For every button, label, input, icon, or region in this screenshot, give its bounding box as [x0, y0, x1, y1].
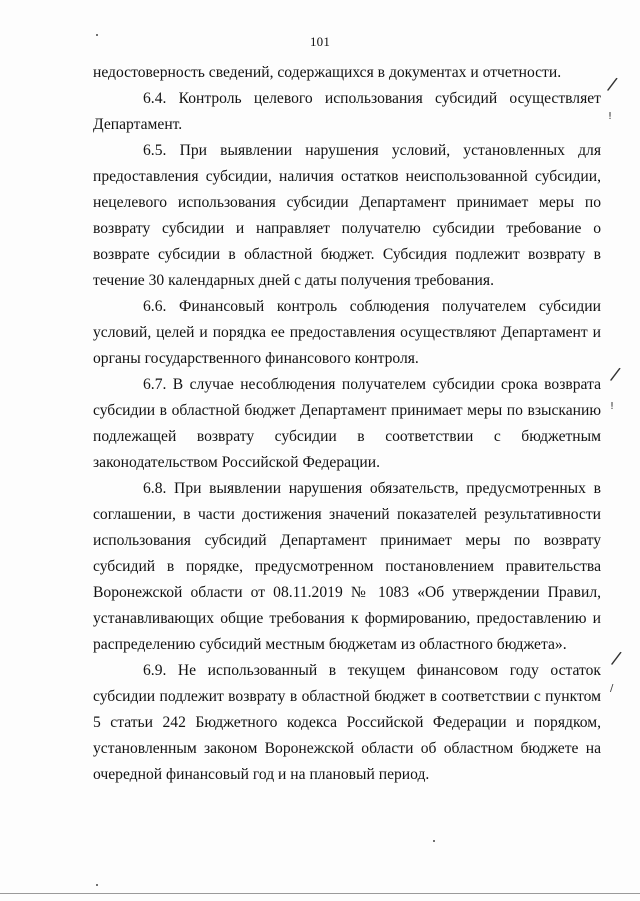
paragraph-6-9: 6.9. Не использованный в текущем финансовом году остаток субсидии подлежит возврату в областной бюджет в соответствии с пунктом 5 статьи 242 Бюджетного кодекса Российской Федерации и порядком, установленным законом Воронежской области об областном бюджете на очередной финансовый год и на плановый период.: [93, 662, 601, 783]
margin-slash-mark: /: [608, 363, 622, 386]
scan-speck: [96, 884, 98, 886]
paragraph-continuation: недостоверность сведений, содержащихся в документах и отчетности.: [93, 64, 562, 81]
paragraph-6-7: 6.7. В случае несоблюдения получателем субсидии срока возврата субсидии в областной бюджет Департамент принимает меры по взысканию подлежащей возврату субсидии в соответствии с бюджетным законодательством Российской Федерации.: [93, 376, 601, 471]
margin-slash-mark: /: [605, 73, 619, 96]
paragraph-6-6: 6.6. Финансовый контроль соблюдения получателем субсидии условий, целей и порядка ее предоставления осуществляют Департамент и органы государственного финансового контроля.: [93, 298, 601, 367]
page-number: 101: [309, 34, 331, 49]
paragraph-6-4: 6.4. Контроль целевого использования субсидий осуществляет Департамент.: [93, 90, 601, 133]
margin-tick-mark: !: [608, 111, 613, 122]
margin-slash-mark: /: [609, 647, 623, 670]
scan-speck: [433, 840, 435, 842]
margin-tick-mark: /: [610, 683, 614, 694]
paragraph-6-5: 6.5. При выявлении нарушения условий, установленных для предоставления субсидии, наличия остатков неиспользованной субсидии, нецелевого использования субсидии Департамент принимает меры по возврату субсидии и направляет получателю субсидии требование о возврате субсидии в областной бюджет. Субсидия подлежит возврату в течение 30 календарных дней с даты получения требования.: [93, 142, 601, 289]
margin-tick-mark: !: [610, 401, 615, 412]
paragraph-6-8: 6.8. При выявлении нарушения обязательств, предусмотренных в соглашении, в части достижения значений показателей результативности использования субсидий Департамент принимает меры по возврату субсидий в порядке, предусмотренном постановлением правительства Воронежской области от 08.11.2019 № 1083 «Об утверждении Правил, устанавливающих общие требования к формированию, предоставлению и распределению субсидий местным бюджетам из областного бюджета».: [93, 480, 601, 653]
document-body: [93, 60, 601, 788]
scan-bottom-edge: [0, 893, 640, 894]
